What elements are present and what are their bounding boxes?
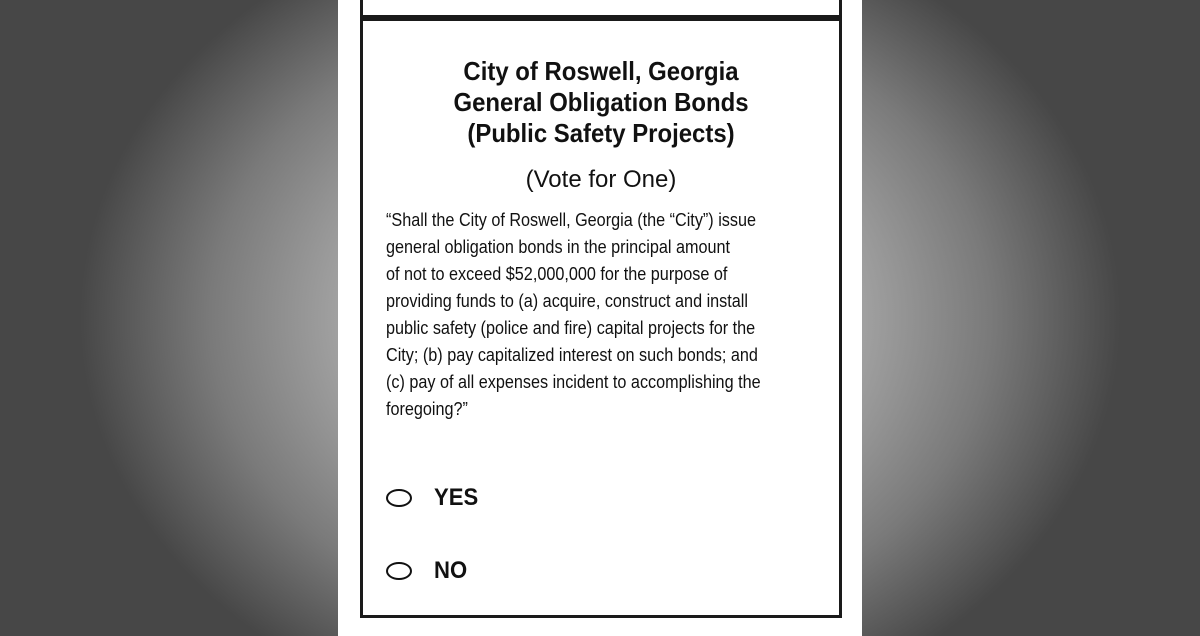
question-line-7: (c) pay of all expenses incident to accomplishing the <box>386 372 761 392</box>
no-oval-icon[interactable] <box>386 562 412 580</box>
ballot-title-line-1: City of Roswell, Georgia <box>463 56 739 86</box>
question-line-1: “Shall the City of Roswell, Georgia (the “City”) issue <box>386 210 757 230</box>
previous-ballot-section <box>360 0 842 18</box>
option-no[interactable] <box>386 556 470 586</box>
option-yes-label: YES <box>434 484 479 511</box>
vote-instruction: (Vote for One) <box>525 166 677 193</box>
question-line-4: providing funds to (a) acquire, construct and install <box>386 291 748 311</box>
yes-oval-icon[interactable] <box>386 489 412 507</box>
ballot-title-line-2: General Obligation Bonds <box>453 87 749 117</box>
option-no-label: NO <box>434 557 468 584</box>
ballot-page <box>338 0 862 636</box>
question-line-2: general obligation bonds in the principal amount <box>386 237 731 257</box>
question-line-8: foregoing?” <box>386 399 468 419</box>
question-line-3: of not to exceed $52,000,000 for the purpose of <box>386 264 728 284</box>
question-line-5: public safety (police and fire) capital projects for the <box>386 318 756 338</box>
option-yes[interactable] <box>386 483 482 513</box>
ballot-title-line-3: (Public Safety Projects) <box>467 118 735 148</box>
ballot-question-text <box>386 207 782 423</box>
question-line-6: City; (b) pay capitalized interest on such bonds; and <box>386 345 758 365</box>
ballot-title <box>382 56 820 149</box>
ballot-question-box <box>360 18 842 618</box>
